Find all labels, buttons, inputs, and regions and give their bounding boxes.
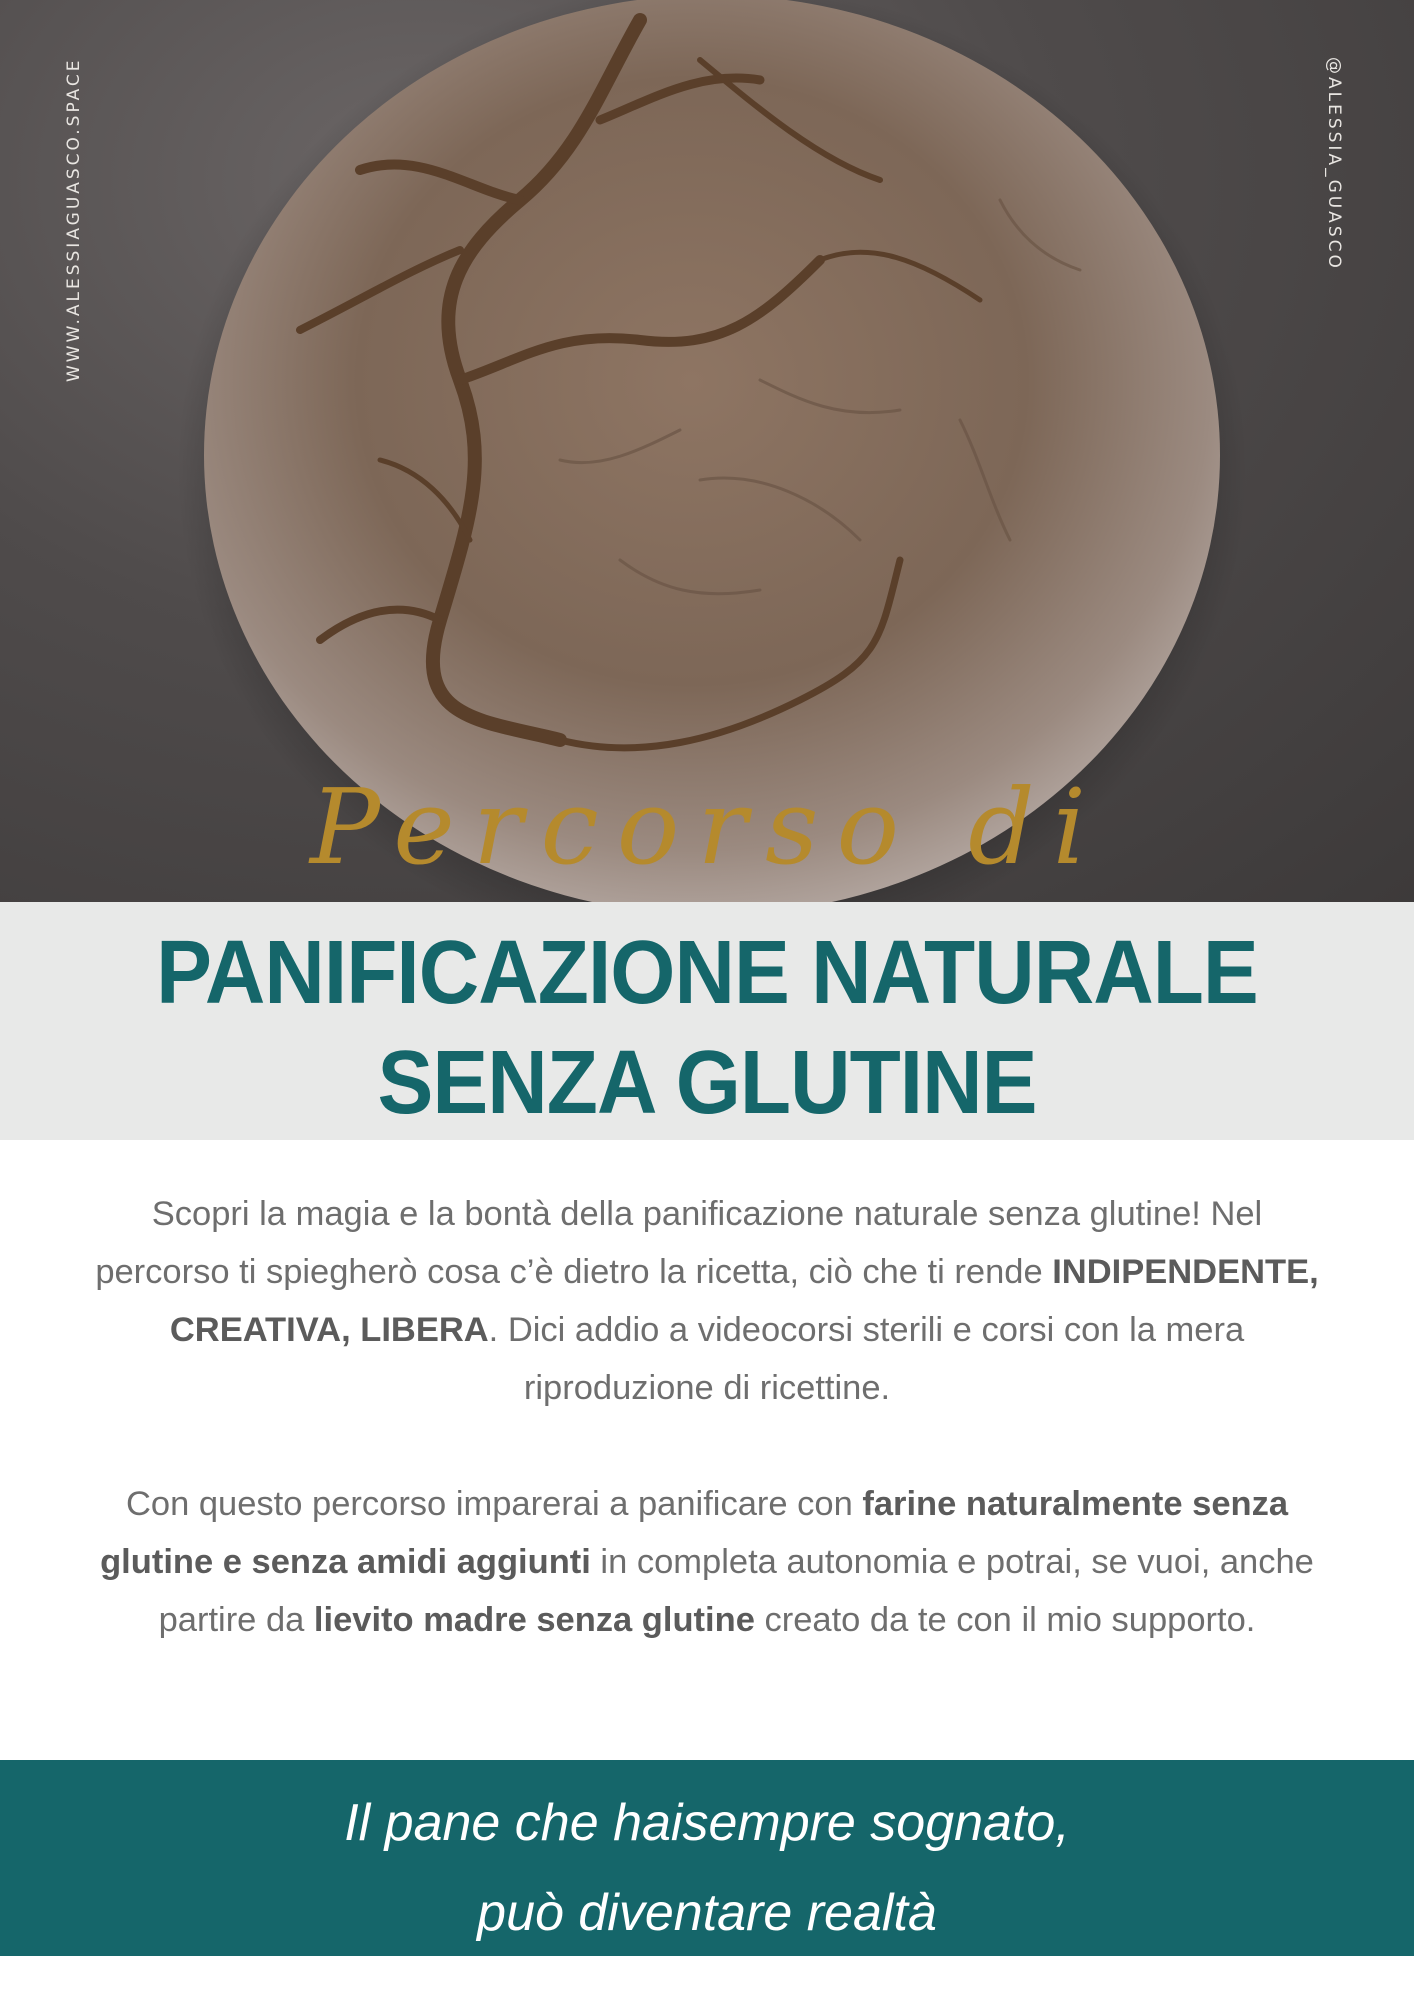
course-paragraph — [90, 1475, 1324, 1649]
tagline-line1: Il pane che haisempre sognato, — [344, 1794, 1070, 1852]
tagline — [0, 1778, 1414, 1958]
course-text-2: in completa autonomia e potrai, se vuoi, anche partire da — [158, 1543, 1314, 1639]
main-title — [49, 918, 1364, 1138]
intro-text-2: . Dici addio a videocorsi sterili e corsi con la mera riproduzione di ricettine. — [488, 1311, 1245, 1407]
intro-text-1: Scopri la magia e la bontà della panificazione naturale senza glutine! Nel percorso ti spiegherò cosa c’è dietro la ricetta, ciò che ti rende — [95, 1195, 1263, 1291]
social-handle-label: @ALESSIA_GUASCO — [1324, 57, 1344, 271]
course-text-3: creato da te con il mio supporto. — [754, 1601, 1256, 1639]
tagline-line2: può diventare realtà — [477, 1884, 937, 1942]
course-bold-flours: farine naturalmente senza glutine e senza amidi aggiunti — [100, 1485, 1289, 1581]
course-bold-sourdough: lievito madre senza glutine — [313, 1601, 755, 1639]
main-title-line1: PANIFICAZIONE NATURALE — [156, 923, 1258, 1023]
course-text-1: Con questo percorso imparerai a panificare con — [125, 1485, 863, 1523]
intro-paragraph — [90, 1185, 1324, 1417]
website-label: WWW.ALESSIAGUASCO.SPACE — [64, 57, 84, 382]
main-title-line2: SENZA GLUTINE — [377, 1033, 1037, 1133]
script-title: Percorso di — [309, 766, 1105, 888]
intro-bold-keywords: INDIPENDENTE, CREATIVA, LIBERA — [169, 1253, 1319, 1349]
